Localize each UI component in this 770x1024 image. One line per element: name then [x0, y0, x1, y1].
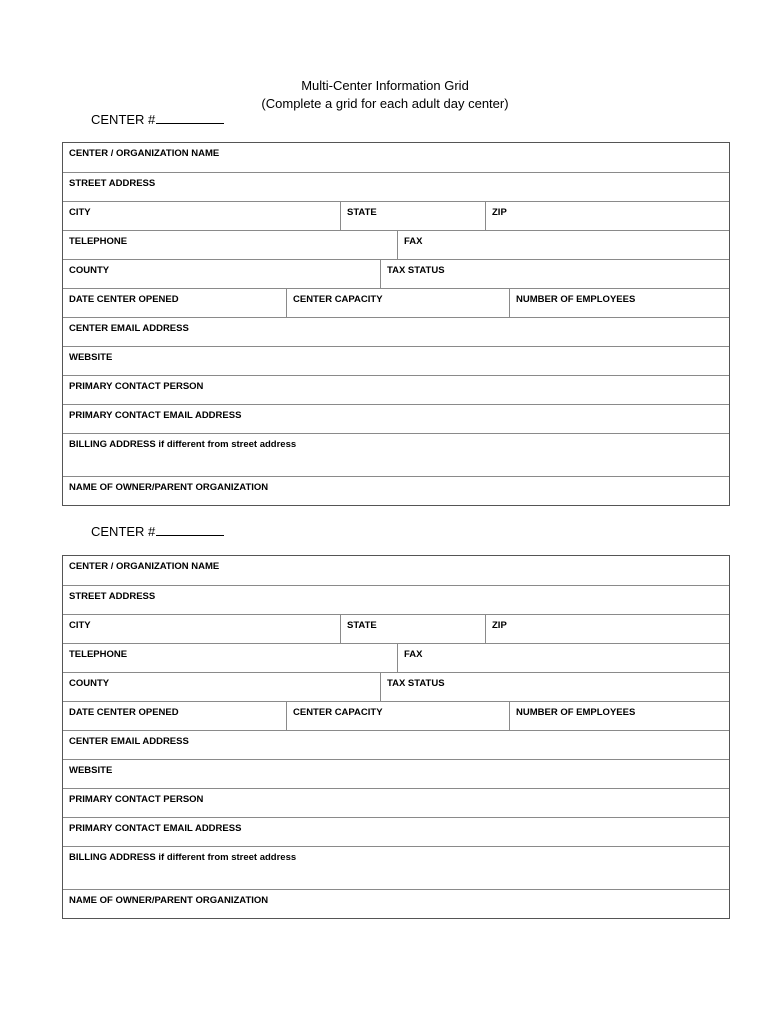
- grid-row-date-opened: [63, 701, 729, 730]
- primary-contact-field[interactable]: PRIMARY CONTACT PERSON: [69, 381, 204, 392]
- center-number-label-2: [91, 524, 224, 540]
- tax-status-field[interactable]: TAX STATUS: [380, 673, 729, 701]
- grid-row-contact: [63, 788, 729, 817]
- website-field[interactable]: WEBSITE: [69, 352, 113, 363]
- form-title: Multi-Center Information Grid: [301, 78, 469, 93]
- center-number-blank[interactable]: [156, 112, 224, 124]
- grid-row-website: [63, 759, 729, 788]
- primary-contact-field[interactable]: PRIMARY CONTACT PERSON: [69, 794, 204, 805]
- county-field[interactable]: COUNTY: [69, 678, 110, 689]
- grid-row-telephone: [63, 230, 729, 259]
- street-address-field[interactable]: STREET ADDRESS: [69, 591, 156, 602]
- grid-row-billing: [63, 433, 729, 476]
- fax-field[interactable]: FAX: [397, 644, 729, 672]
- center-number-blank[interactable]: [156, 524, 224, 536]
- grid-row-email: [63, 317, 729, 346]
- billing-address-field[interactable]: BILLING ADDRESS if different from street address: [69, 852, 297, 863]
- grid-row-contact-email: [63, 404, 729, 433]
- grid-row-city: [63, 201, 729, 230]
- date-opened-field[interactable]: DATE CENTER OPENED: [69, 707, 179, 718]
- form-subtitle: (Complete a grid for each adult day center): [261, 96, 509, 111]
- grid-row-billing: [63, 846, 729, 889]
- grid-row-city: [63, 614, 729, 643]
- center-grid-1: [62, 142, 730, 506]
- center-grid-2: [62, 555, 730, 919]
- street-address-field[interactable]: STREET ADDRESS: [69, 178, 156, 189]
- state-field[interactable]: STATE: [340, 202, 487, 230]
- billing-address-field[interactable]: BILLING ADDRESS if different from street address: [69, 439, 297, 450]
- capacity-field[interactable]: CENTER CAPACITY: [286, 702, 510, 730]
- primary-contact-email-field[interactable]: PRIMARY CONTACT EMAIL ADDRESS: [69, 823, 242, 834]
- grid-row-owner: [63, 889, 729, 918]
- tax-status-field[interactable]: TAX STATUS: [380, 260, 729, 288]
- grid-row-owner: [63, 476, 729, 505]
- center-number-text: CENTER #: [91, 524, 156, 539]
- telephone-field[interactable]: TELEPHONE: [69, 236, 128, 247]
- employees-field[interactable]: NUMBER OF EMPLOYEES: [509, 702, 729, 730]
- city-field[interactable]: CITY: [69, 620, 91, 631]
- county-field[interactable]: COUNTY: [69, 265, 110, 276]
- grid-row-street: [63, 172, 729, 201]
- center-number-text: CENTER #: [91, 112, 156, 127]
- grid-row-street: [63, 585, 729, 614]
- employees-field[interactable]: NUMBER OF EMPLOYEES: [509, 289, 729, 317]
- grid-row-date-opened: [63, 288, 729, 317]
- grid-row-telephone: [63, 643, 729, 672]
- fax-field[interactable]: FAX: [397, 231, 729, 259]
- date-opened-field[interactable]: DATE CENTER OPENED: [69, 294, 179, 305]
- grid-row-contact: [63, 375, 729, 404]
- capacity-field[interactable]: CENTER CAPACITY: [286, 289, 510, 317]
- owner-org-field[interactable]: NAME OF OWNER/PARENT ORGANIZATION: [69, 482, 269, 493]
- grid-row-county: [63, 259, 729, 288]
- telephone-field[interactable]: TELEPHONE: [69, 649, 128, 660]
- center-email-field[interactable]: CENTER EMAIL ADDRESS: [69, 323, 189, 334]
- org-name-field[interactable]: CENTER / ORGANIZATION NAME: [69, 148, 220, 159]
- grid-row-email: [63, 730, 729, 759]
- owner-org-field[interactable]: NAME OF OWNER/PARENT ORGANIZATION: [69, 895, 269, 906]
- grid-row-county: [63, 672, 729, 701]
- center-email-field[interactable]: CENTER EMAIL ADDRESS: [69, 736, 189, 747]
- center-number-label-1: [91, 112, 224, 128]
- zip-field[interactable]: ZIP: [485, 615, 729, 643]
- zip-field[interactable]: ZIP: [485, 202, 729, 230]
- state-field[interactable]: STATE: [340, 615, 487, 643]
- grid-row-org-name: [63, 143, 729, 172]
- city-field[interactable]: CITY: [69, 207, 91, 218]
- grid-row-website: [63, 346, 729, 375]
- grid-row-contact-email: [63, 817, 729, 846]
- org-name-field[interactable]: CENTER / ORGANIZATION NAME: [69, 561, 220, 572]
- grid-row-org-name: [63, 556, 729, 585]
- website-field[interactable]: WEBSITE: [69, 765, 113, 776]
- primary-contact-email-field[interactable]: PRIMARY CONTACT EMAIL ADDRESS: [69, 410, 242, 421]
